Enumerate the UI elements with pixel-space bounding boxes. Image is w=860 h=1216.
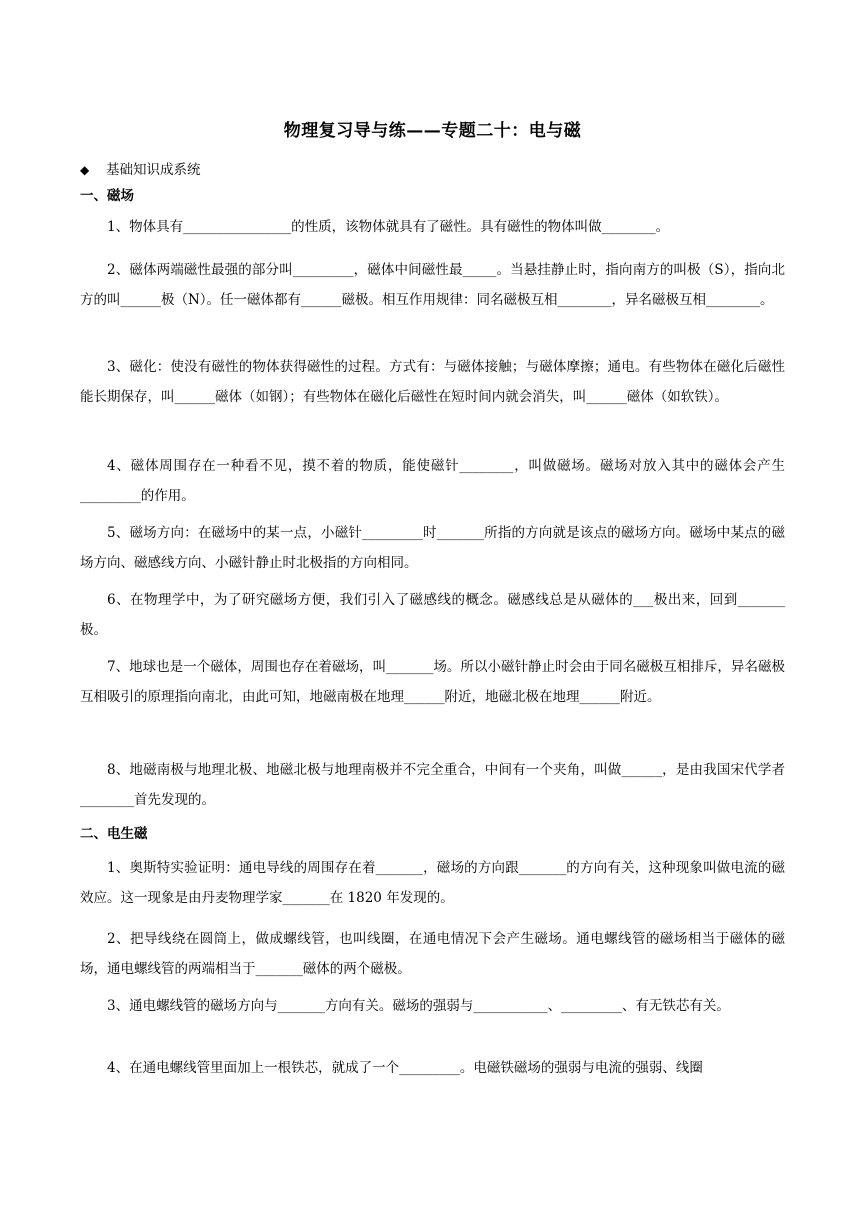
paragraph: 3、通电螺线管的磁场方向与_______方向有关。磁场的强弱与___________、_________、有无铁芯有关。 <box>107 998 730 1014</box>
paragraph: 2、把导线绕在圆筒上，做成螺线管，也叫线圈，在通电情况下会产生磁场。通电螺线管的磁场相当于磁体的磁场，通电螺线管的两端相当于_______磁体的两个磁极。 <box>80 931 785 977</box>
paragraph: 1、奥斯特实验证明：通电导线的周围存在着_______，磁场的方向跟_______的方向有关，这种现象叫做电流的磁效应。这一现象是由丹麦物理学家_______在 1820 年发现的。 <box>80 860 785 906</box>
section-heading-electromagnetism: 二、电生磁 <box>80 826 148 842</box>
paragraph: 4、磁体周围存在一种看不见，摸不着的物质，能使磁针________，叫做磁场。磁场对放入其中的磁体会产生_________的作用。 <box>80 458 785 504</box>
paragraph: 1、物体具有________________的性质，该物体就具有了磁性。具有磁性的物体叫做________。 <box>107 219 670 235</box>
paragraph: 2、磁体两端磁性最强的部分叫_________，磁体中间磁性最_____。当悬挂静止时，指向南方的叫极（S），指向北方的叫______极（N）。任一磁体都有______磁极。相互作用规律：同名磁极互相________，异名磁极互相________。 <box>80 262 785 308</box>
paragraph: 6、在物理学中，为了研究磁场方便，我们引入了磁感线的概念。磁感线总是从磁体的___极出来，回到_______极。 <box>80 592 785 638</box>
subheading-text: 基础知识成系统 <box>106 162 201 178</box>
diamond-bullet-icon: ◆ <box>80 163 90 177</box>
paragraph: 3、磁化：使没有磁性的物体获得磁性的过程。方式有：与磁体接触；与磁体摩擦；通电。有些物体在磁化后磁性能长期保存，叫______磁体（如钢）；有些物体在磁化后磁性在短时间内就会消失，叫______磁体（如软铁）。 <box>80 359 785 405</box>
document-title: 物理复习导与练——专题二十：电与磁 <box>283 121 582 141</box>
paragraph: 5、磁场方向：在磁场中的某一点，小磁针_________时_______所指的方向就是该点的磁场方向。磁场中某点的磁场方向、磁感线方向、小磁针静止时北极指的方向相同。 <box>80 525 785 571</box>
section-heading-magnetic-field: 一、磁场 <box>80 188 134 204</box>
paragraph: 7、地球也是一个磁体，周围也存在着磁场，叫_______场。所以小磁针静止时会由于同名磁极互相排斥，异名磁极互相吸引的原理指向南北，由此可知，地磁南极在地理______附近，地磁北极在地理______附近。 <box>80 659 785 705</box>
subheading <box>80 158 201 178</box>
paragraph: 4、在通电螺线管里面加上一根铁芯，就成了一个_________。电磁铁磁场的强弱与电流的强弱、线圈 <box>107 1060 703 1076</box>
paragraph: 8、地磁南极与地理北极、地磁北极与地理南极并不完全重合，中间有一个夹角，叫做______，是由我国宋代学者________首先发现的。 <box>80 762 785 808</box>
